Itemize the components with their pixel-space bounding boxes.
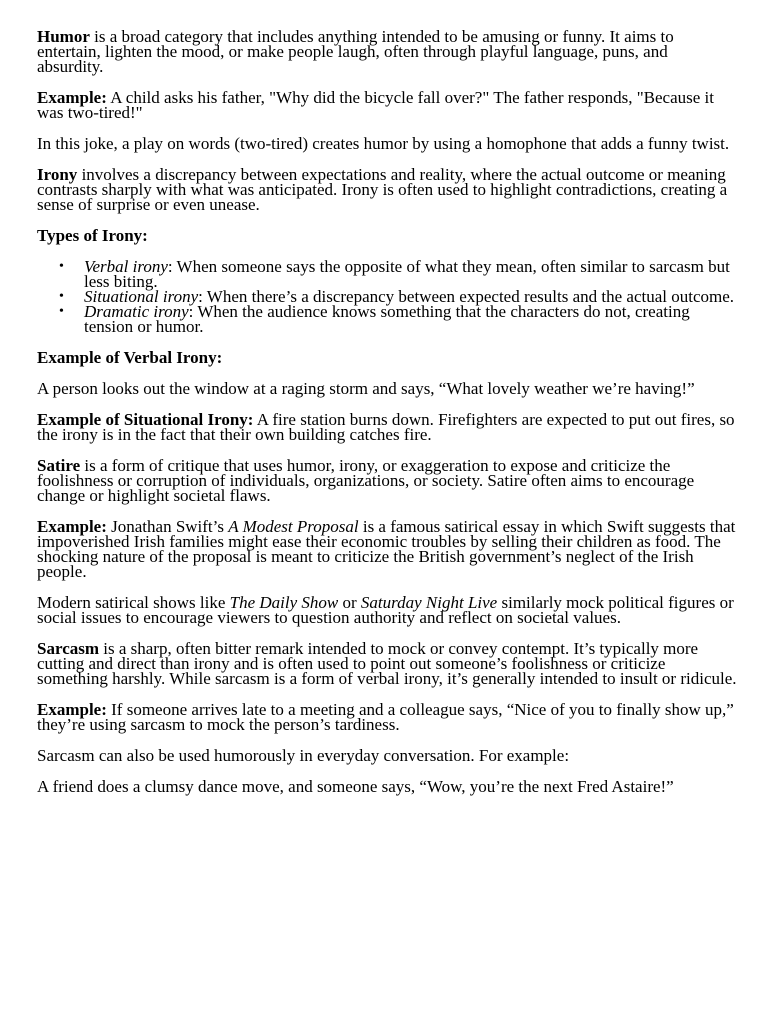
verbal-heading-text: Example of Verbal Irony: xyxy=(37,348,223,367)
irony-paragraph xyxy=(37,167,737,212)
verbal-irony-example: A person looks out the window at a raging storm and says, “What lovely weather we’re having!” xyxy=(37,379,695,398)
humor-example-text: A child asks his father, "Why did the bicycle fall over?" The father responds, "Because it was two-tired!" xyxy=(37,88,714,122)
irony-term: Irony xyxy=(37,165,78,184)
show-title-snl: Saturday Night Live xyxy=(360,593,498,612)
show-title-daily-show: The Daily Show xyxy=(229,593,339,612)
list-item xyxy=(59,302,737,336)
humor-definition: is a broad category that includes anything intended to be amusing or funny. It aims to entertain, lighten the mood, or make people laugh, often through playful language, puns, and absurdity. xyxy=(37,27,674,76)
irony-type-name: Situational irony xyxy=(84,287,199,306)
humor-explanation: In this joke, a play on words (two-tired) creates humor by using a homophone that adds a funny twist. xyxy=(37,134,730,153)
irony-type-text: : When someone says the opposite of what they mean, often similar to sarcasm but less biting. xyxy=(84,257,730,291)
irony-types-list xyxy=(37,259,737,334)
satire-essay-title: A Modest Proposal xyxy=(228,517,359,536)
satire-term: Satire xyxy=(37,456,81,475)
irony-type-name: Dramatic irony xyxy=(84,302,189,321)
sarcasm-humor-paragraph: Sarcasm can also be used humorously in everyday conversation. For example: xyxy=(37,746,570,765)
modern-satire-paragraph xyxy=(37,595,737,625)
sarcasm-example-label: Example: xyxy=(37,700,107,719)
bullet-icon: • xyxy=(59,304,64,319)
irony-type-text: : When there’s a discrepancy between expected results and the actual outcome. xyxy=(198,287,735,306)
modern-satire-mid: or xyxy=(338,593,361,612)
irony-type-name: Verbal irony xyxy=(84,257,168,276)
sarcasm-final-example: A friend does a clumsy dance move, and someone says, “Wow, you’re the next Fred Astaire!” xyxy=(37,777,674,796)
types-heading-text: Types of Irony: xyxy=(37,226,148,245)
irony-type-text: : When the audience knows something that the characters do not, creating tension or humor. xyxy=(84,302,690,336)
situational-label: Example of Situational Irony: xyxy=(37,410,254,429)
situational-irony-paragraph xyxy=(37,412,737,442)
sarcasm-definition: is a sharp, often bitter remark intended to mock or convey contempt. It’s typically more cutting and direct than irony and is often used to point out someone’s foolishness or criticize something harshly. While sarcasm is a form of verbal irony, it’s generally intended to insult or ridicule. xyxy=(37,639,737,688)
modern-satire-post: similarly mock political figures or social issues to encourage viewers to question authority and reflect on societal values. xyxy=(37,593,734,627)
types-of-irony-heading xyxy=(37,228,737,243)
humor-example-label: Example: xyxy=(37,88,107,107)
bullet-icon: • xyxy=(59,289,64,304)
document-body xyxy=(37,29,737,810)
humor-term: Humor xyxy=(37,27,90,46)
humor-paragraph xyxy=(37,29,737,74)
list-item xyxy=(59,257,737,291)
modern-satire-pre: Modern satirical shows like xyxy=(37,593,230,612)
satire-example-label: Example: xyxy=(37,517,107,536)
satire-definition: is a form of critique that uses humor, irony, or exaggeration to expose and criticize the foolishness or corruption of individuals, organizations, or society. Satire often aims to encourage change or highlight societal flaws. xyxy=(37,456,695,505)
sarcasm-example-text: If someone arrives late to a meeting and a colleague says, “Nice of you to finally show up,” they’re using sarcasm to mock the person’s tardiness. xyxy=(37,700,734,734)
sarcasm-term: Sarcasm xyxy=(37,639,100,658)
verbal-irony-heading xyxy=(37,350,737,365)
irony-definition: involves a discrepancy between expectations and reality, where the actual outcome or meaning contrasts sharply with what was anticipated. Irony is often used to highlight contradictions, creating a sense of surprise or even unease. xyxy=(37,165,728,214)
satire-paragraph xyxy=(37,458,737,503)
satire-example-paragraph xyxy=(37,519,737,579)
sarcasm-paragraph xyxy=(37,641,737,686)
sarcasm-example-paragraph xyxy=(37,702,737,732)
satire-example-pre: Jonathan Swift’s xyxy=(106,517,229,536)
bullet-icon: • xyxy=(59,259,64,274)
situational-text: A fire station burns down. Firefighters are expected to put out fires, so the irony is in the fact that their own building catches fire. xyxy=(37,410,735,444)
humor-example-paragraph xyxy=(37,90,737,120)
satire-example-post: is a famous satirical essay in which Swift suggests that impoverished Irish families might ease their economic troubles by selling their children as food. The shocking nature of the proposal is meant to criticize the British government’s neglect of the Irish people. xyxy=(37,517,736,581)
